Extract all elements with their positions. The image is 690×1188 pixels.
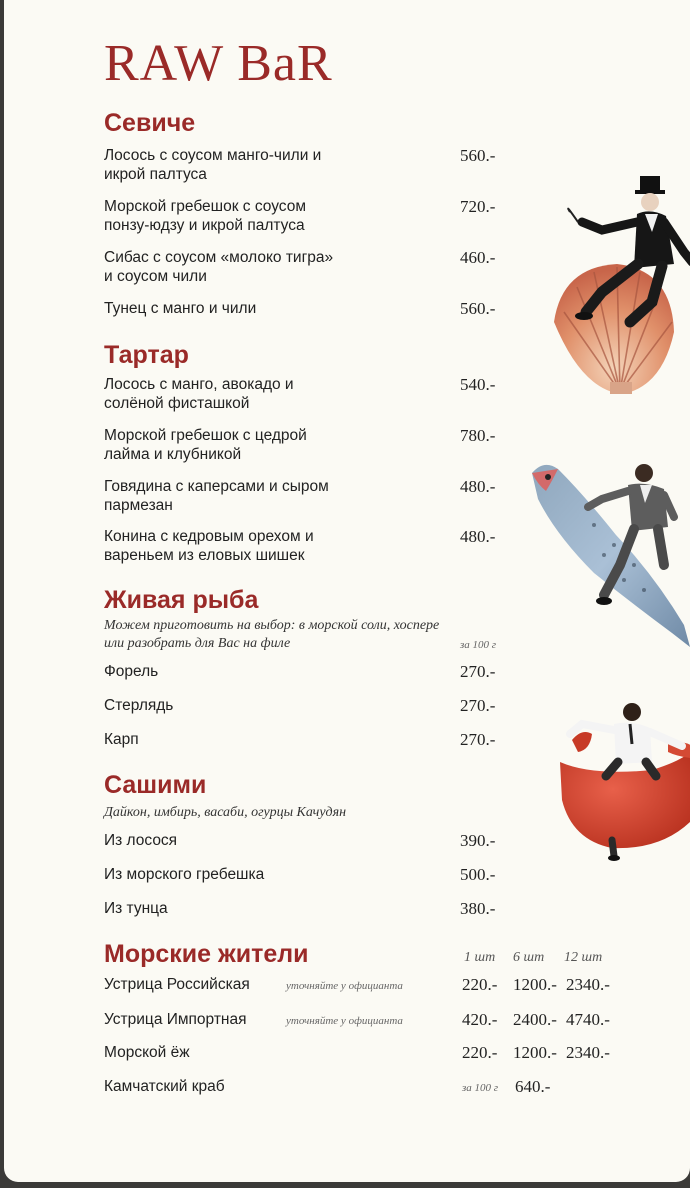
menu-price: 460.- [460,248,496,267]
menu-item: Морской гребешок с соусом понзу-юдзу и икрой палтуса [104,198,307,234]
menu-item: Камчатский краб [104,1078,225,1095]
menu-price: 390.- [460,831,496,850]
menu-item: Стерлядь [104,697,174,714]
per-weight-label: за 100 г [460,639,497,651]
menu-price: 220.- [462,1043,498,1062]
menu-item: Лосось с манго, авокадо и солёной фисташкой [104,376,294,412]
column-header: 1 шт [464,950,496,965]
menu-price: 1200.- [513,975,557,994]
section-title-sea: Морские жители [104,940,309,968]
menu-price: 480.- [460,527,496,546]
section-title-ceviche: Севиче [104,109,196,137]
column-header: 6 шт [513,950,545,965]
menu-price: 540.- [460,375,496,394]
menu-price: 4740.- [566,1010,610,1029]
menu-title: RAW BaR [104,35,333,92]
menu-item: Устрица Российская [104,976,250,993]
menu-price: 2340.- [566,1043,610,1062]
menu-price: 640.- [515,1077,551,1096]
section-title-sashimi: Сашими [104,771,207,799]
menu-item: Морской гребешок с цедрой лайма и клубникой [104,427,307,463]
menu-item: Из лосося [104,832,178,849]
menu-price: 2400.- [513,1010,557,1029]
menu-price: 420.- [462,1010,498,1029]
menu-price: 780.- [460,426,496,445]
menu-price: 500.- [460,865,496,884]
menu-price: 270.- [460,730,496,749]
section-note: Дайкон, имбирь, васаби, огурцы Качудян [104,805,347,820]
dancer-on-scallop-illustration [542,172,690,397]
menu-page [4,0,690,1182]
item-note: уточняйте у официанта [286,1015,403,1027]
column-header: 12 шт [564,950,603,965]
menu-price: 560.- [460,299,496,318]
menu-item: Конина с кедровым орехом и вареньем из еловых шишек [104,528,314,564]
menu-price: 270.- [460,662,496,681]
menu-item: Из тунца [104,900,168,917]
section-title-tartar: Тартар [104,341,189,369]
menu-item: Карп [104,731,139,748]
menu-item: Тунец с манго и чили [104,300,257,317]
menu-price: 720.- [460,197,496,216]
menu-item: Морской ёж [104,1044,190,1061]
section-title-live-fish: Живая рыба [104,586,259,614]
menu-item: Говядина с каперсами и сыром пармезан [104,478,329,514]
menu-item: Сибас с соусом «молоко тигра» и соусом чили [104,249,334,285]
menu-item: Форель [104,663,159,680]
menu-price: 2340.- [566,975,610,994]
dancer-on-lobster-claw-illustration [552,700,690,865]
item-note: уточняйте у официанта [286,980,403,992]
per-weight-label: за 100 г [462,1082,499,1094]
menu-price: 270.- [460,696,496,715]
menu-price: 480.- [460,477,496,496]
dancer-on-salmon-illustration [524,455,690,655]
menu-item: Лосось с соусом манго-чили и икрой палтуса [104,147,322,183]
menu-price: 1200.- [513,1043,557,1062]
menu-price: 560.- [460,146,496,165]
menu-price: 380.- [460,899,496,918]
menu-item: Из морского гребешка [104,866,265,883]
menu-price: 220.- [462,975,498,994]
menu-item: Устрица Импортная [104,1011,247,1028]
section-note: Можем приготовить на выбор: в морской соли, хоспере или разобрать для Вас на филе [104,618,440,651]
